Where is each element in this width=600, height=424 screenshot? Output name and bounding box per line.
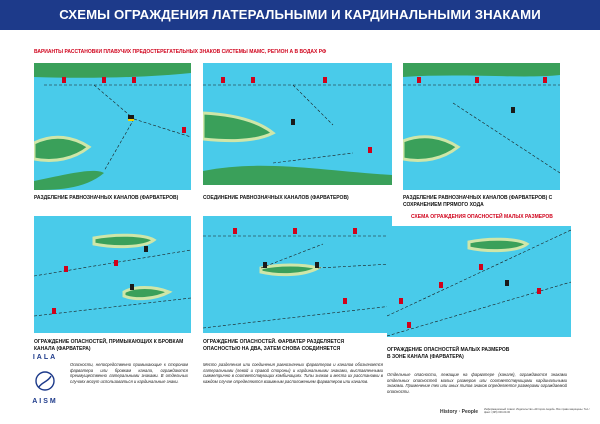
diagram-panel-4 <box>34 216 191 333</box>
red-buoy <box>343 298 347 304</box>
red-buoy <box>439 282 443 288</box>
red-buoy <box>417 77 421 83</box>
cardinal-buoy <box>144 246 148 252</box>
diagram-2-svg <box>203 63 392 185</box>
red-buoy <box>479 264 483 270</box>
red-buoy <box>323 77 327 83</box>
red-buoy <box>543 77 547 83</box>
diagram-5-svg <box>203 216 392 333</box>
cardinal-buoy <box>128 115 134 119</box>
diagram-4-svg <box>34 216 191 333</box>
island <box>469 239 527 250</box>
cardinal-buoy <box>315 262 319 268</box>
red-buoy <box>132 77 136 83</box>
cardinal-buoy <box>263 262 267 268</box>
channel-line <box>94 85 134 119</box>
red-buoy <box>353 228 357 234</box>
channel-line <box>273 153 353 163</box>
channel-line <box>34 250 191 276</box>
diagram-panel-2 <box>203 63 392 185</box>
red-buoy <box>475 77 479 83</box>
channel-line <box>34 298 191 316</box>
logo-text-bottom: AISM <box>32 398 58 405</box>
island <box>403 137 458 161</box>
island <box>94 235 154 246</box>
red-buoy <box>537 288 541 294</box>
diagram-6-svg <box>387 226 571 337</box>
paragraph-3: Отдельные опасности, лежащие на фарватере (канале), ограждаются знаками отдельных опасностей малых размеров или соответствующими кардинальными знаками. Применение тех или иных типов знаков определяется размерами ограждаемой опасности. <box>387 372 567 394</box>
paragraph-1: Опасности, непосредственно примыкающие к сторонам фарватера или бровкам канала, ограждаются преимущественно латеральными знаками. В отдельных случаях могут использоваться и кардинальные знаки. <box>70 362 188 384</box>
red-buoy <box>64 266 68 272</box>
diagram-panel-5 <box>203 216 392 333</box>
red-buoy <box>102 77 106 83</box>
island <box>261 265 318 275</box>
caption-5: ОГРАЖДЕНИЕ ОПАСНОСТЕЙ. ФАРВАТЕР РАЗДЕЛЯЕТСЯ ОПАСНОСТЬЮ НА ДВА, ЗАТЕМ СНОВА СОЕДИНЯЕТСЯ <box>203 339 345 352</box>
shore-land <box>34 63 191 78</box>
small-dangers-title: СХЕМА ОГРАЖДЕНИЯ ОПАСНОСТЕЙ МАЛЫХ РАЗМЕРОВ <box>411 214 553 220</box>
caption-3: РАЗДЕЛЕНИЕ РАВНОЗНАЧНЫХ КАНАЛОВ (ФАРВАТЕРОВ) С СОХРАНЕНИЕМ ПРЯМОГО ХОДА <box>403 195 553 208</box>
red-buoy <box>52 308 56 314</box>
caption-1: РАЗДЕЛЕНИЕ РАВНОЗНАЧНЫХ КАНАЛОВ (ФАРВАТЕРОВ) <box>34 195 179 201</box>
island <box>203 113 273 141</box>
cardinal-buoy <box>130 284 134 290</box>
shore-land <box>403 63 560 77</box>
caption-2: СОЕДИНЕНИЕ РАВНОЗНАЧНЫХ КАНАЛОВ (ФАРВАТЕРОВ) <box>203 195 349 201</box>
red-buoy <box>407 322 411 328</box>
caption-6: ОГРАЖДЕНИЕ ОПАСНОСТЕЙ МАЛЫХ РАЗМЕРОВ В ЗОНЕ КАНАЛА (ФАРВАТЕРА) <box>387 347 510 360</box>
paragraph-2: Место разделения или соединения равнозначных фарватеров и каналов обозначается латеральными (левой и правой стороны) и кардинальными знаками, выставленными симметрично в соответствующих комбинациях. Типы знаков и места их расстановки в каждом случае определяются взаимным расположением фарватеров или каналов. <box>203 362 383 384</box>
land-mass <box>34 171 104 190</box>
poster-title: СХЕМЫ ОГРАЖДЕНИЯ ЛАТЕРАЛЬНЫМИ И КАРДИНАЛЬНЫМИ ЗНАКАМИ <box>59 7 541 22</box>
red-buoy <box>182 127 186 133</box>
footer-note: Информационный плакат. Издательство «История людей». Все права защищены. Тел./факс: (495) 000-00-00 <box>484 408 590 415</box>
red-buoy <box>251 77 255 83</box>
island <box>34 137 89 160</box>
channel-line <box>104 119 134 171</box>
diagram-panel-1 <box>34 63 191 190</box>
red-buoy <box>399 298 403 304</box>
diagram-1-svg <box>34 63 191 190</box>
diagram-panel-6 <box>387 226 571 337</box>
red-buoy <box>114 260 118 266</box>
channel-line <box>318 264 392 268</box>
channel-line <box>453 103 560 173</box>
channel-line <box>293 85 333 125</box>
red-buoy <box>293 228 297 234</box>
cardinal-buoy <box>128 119 134 121</box>
red-buoy <box>221 77 225 83</box>
cardinal-buoy <box>291 119 295 125</box>
channel-line <box>387 282 571 336</box>
logo-text-top: IALA <box>32 354 58 361</box>
red-buoy <box>233 228 237 234</box>
channel-line <box>203 306 392 328</box>
diagram-panel-3 <box>403 63 560 190</box>
cardinal-buoy <box>511 107 515 113</box>
caption-4: ОГРАЖДЕНИЕ ОПАСНОСТЕЙ, ПРИМЫКАЮЩИХ К БРОВКАМ КАНАЛА (ФАРВАТЕРА) <box>34 339 184 352</box>
diagram-3-svg <box>403 63 560 190</box>
red-buoy <box>62 77 66 83</box>
isolated-danger-buoy <box>505 280 509 286</box>
red-buoy <box>368 147 372 153</box>
shore-land <box>203 166 392 185</box>
poster-subtitle: ВАРИАНТЫ РАССТАНОВКИ ПЛАВУЧИХ ПРЕДОСТЕРЕГАТЕЛЬНЫХ ЗНАКОВ СИСТЕМЫ МАМС, РЕГИОН А В ВОДАХ РФ <box>34 49 327 55</box>
publisher-name: History · People <box>440 409 479 415</box>
